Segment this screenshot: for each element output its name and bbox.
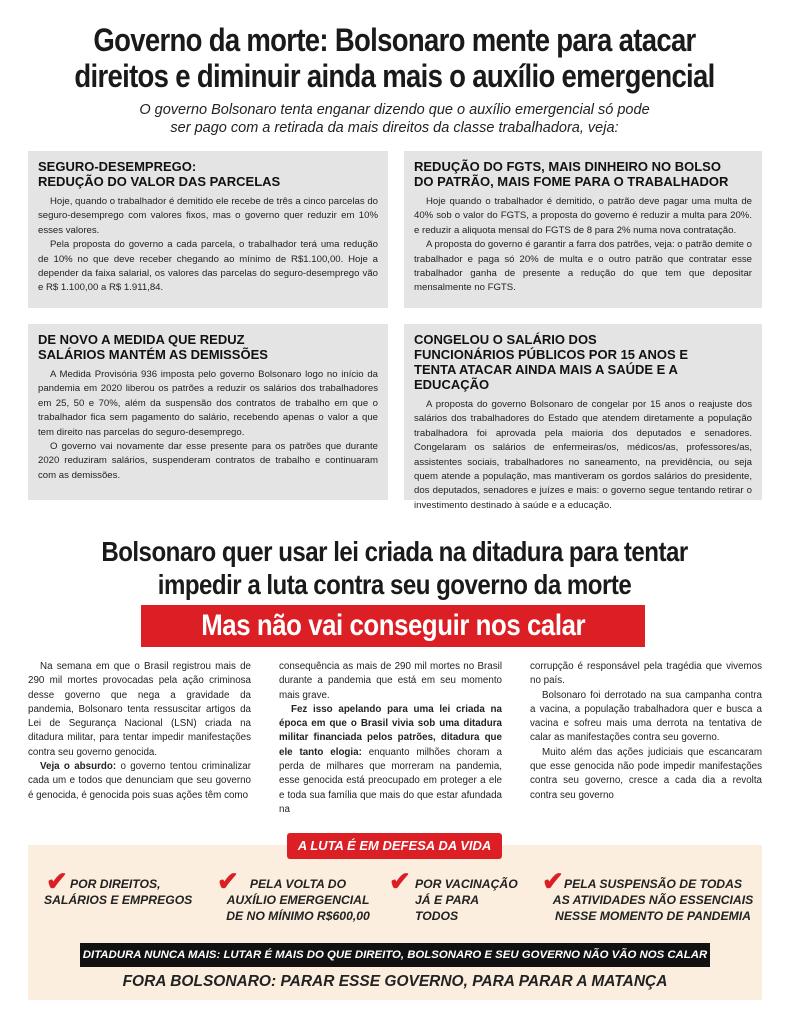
article-paragraph: corrupção é responsável pela tragédia que vivemos no país. — [530, 661, 762, 687]
box-heading: REDUÇÃO DO FGTS, MAIS DINHEIRO NO BOLSO DO PATRÃO, MAIS FOME PARA O TRABALHADOR — [414, 159, 729, 189]
article-paragraph: consequência as mais de 290 mil mortes no Brasil durante a pandemia que está em seu momento mais grave. — [279, 661, 502, 701]
demand-item-vacinacao: ✔ POR VACINAÇÃO JÁ E PARA TODOS — [389, 866, 518, 923]
main-title — [55, 22, 734, 94]
demand-item-direitos: ✔ POR DIREITOS, SALÁRIOS E EMPREGOS — [44, 866, 193, 907]
red-banner-text: Mas não vai conseguir nos calar — [201, 609, 585, 642]
article-column-1 — [28, 660, 251, 803]
black-slogan-bar: DITADURA NUNCA MAIS: LUTAR É MAIS DO QUE DIREITO, BOLSONARO E SEU GOVERNO NÃO VÃO NOS CALAR — [80, 943, 710, 967]
box-paragraph: A Medida Provisória 936 imposta pelo governo Bolsonaro logo no início da pandemia em 2020 liberou os patrões a reduzir os salários dos trabalhadores em 25, 50 e 70%, além da suspensão dos contratos de trabalho em que o trabalhador fica sem pagamento do salário, recebendo apenas o valor a que tem direito nas parcelas do seguro-desemprego. — [38, 369, 378, 438]
box-paragraph: A proposta do governo Bolsonaro de congelar por 15 anos o reajuste dos salários dos trabalhadores do Estado que atendem diretamente a população trabalhadora foi aprovada pela maioria dos deputados e senadores. Congelaram os salários de enfermeiras/os, médicos/as, professores/as, assistentes sociais, trabalhadores no saneamento, na previdência, ou seja quem atende a população, mas mantiveram os gordos salários do presidente, dos deputados, senadores e juízes e mais: o governo segue tentando retirar o investimento destinado à saúde e a educação. — [414, 399, 752, 511]
article-column-3 — [530, 660, 762, 803]
check-mark-icon: ✔ — [389, 866, 411, 896]
panel-label: A LUTA É EM DEFESA DA VIDA — [287, 833, 502, 859]
main-title-line1: Governo da morte: Bolsonaro mente para atacar — [93, 22, 696, 58]
box-paragraph: Pela proposta do governo a cada parcela, o trabalhador terá uma redução de 10% no que deve receber chegando ao mínimo de R$1.100,00. Hoje a depender da faixa salarial, os valores das parcelas do seguro-desemprego vão e R$ 1.100,00 a R$ 1.911,84. — [38, 239, 378, 294]
check-mark-icon: ✔ — [542, 866, 564, 896]
box-fgts — [404, 151, 762, 308]
subtitle-line2: ser pago com a retirada da mais direitos da classe trabalhadora, veja: — [170, 120, 619, 136]
box-paragraph: Hoje, quando o trabalhador é demitido ele recebe de três a cinco parcelas do seguro-desemprego com valores fixos, mas o governo quer reduzir em 10% esses valores. — [38, 196, 378, 236]
box-heading: DE NOVO A MEDIDA QUE REDUZ SALÁRIOS MANTÉM AS DEMISSÕES — [38, 332, 268, 362]
demand-item-suspensao: ✔ PELA SUSPENSÃO DE TODAS AS ATIVIDADES NÃO ESSENCIAIS NESSE MOMENTO DE PANDEMIA — [542, 866, 754, 923]
article-paragraph: Muito além das ações judiciais que escancaram que esse genocida não pode impedir manifestações contra seu governo, cresce a cada dia a revolta contra seu governo — [530, 746, 762, 801]
article-column-2 — [279, 660, 502, 817]
subtitle-line1: O governo Bolsonaro tenta enganar dizendo que o auxílio emergencial só pode — [139, 102, 650, 118]
box-paragraph: A proposta do governo é garantir a farra dos patrões, veja: o patrão demite o trabalhador e paga só 20% de multa e o outro patrão que contratar esse trabalhador ganha de presente a redução do que tem que depositar mensalmente no FGTS. — [414, 239, 752, 294]
box-paragraph: O governo vai novamente dar esse presente para os patrões que durante 2020 reduziram salários, suspenderam contratos de trabalho e continuaram com as demissões. — [38, 441, 378, 481]
check-mark-icon: ✔ — [217, 866, 239, 896]
check-mark-icon: ✔ — [46, 866, 68, 896]
article-paragraph: Na semana em que o Brasil registrou mais de 290 mil mortes provocadas pela ação criminosa desse governo que nega a gravidade da pandemia, Bolsonaro tenta ressuscitar artigos da Lei de Segurança Nacional (LSN) criada na ditadura militar, para tentar impedir manifestações contra seu governo genocida. — [28, 661, 251, 758]
box-funcionarios-publicos — [404, 324, 762, 511]
section-title-line2: impedir a luta contra seu governo da morte — [157, 569, 632, 600]
main-title-line2: direitos e diminuir ainda mais o auxílio emergencial — [74, 58, 715, 94]
box-medida-provisoria — [28, 324, 388, 500]
subtitle — [60, 101, 729, 137]
box-heading: CONGELOU O SALÁRIO DOS FUNCIONÁRIOS PÚBLICOS POR 15 ANOS E TENTA ATACAR AINDA MAIS A SAÚDE E A EDUCAÇÃO — [414, 332, 688, 392]
box-seguro-desemprego — [28, 151, 388, 308]
box-heading: SEGURO-DESEMPREGO: REDUÇÃO DO VALOR DAS PARCELAS — [38, 159, 281, 189]
section-title-line1: Bolsonaro quer usar lei criada na ditadura para tentar — [101, 536, 688, 567]
article-paragraph: Veja o absurdo: o governo tentou criminalizar cada um e todos que denunciam que seu governo é genocida, é genocida pois suas ações têm como — [28, 761, 252, 801]
footer-slogan: FORA BOLSONARO: PARAR ESSE GOVERNO, PARA PARAR A MATANÇA — [122, 973, 668, 990]
red-banner — [141, 605, 645, 647]
article-paragraph: Bolsonaro foi derrotado na sua campanha contra a vacina, a população trabalhadora quer e busca a vacina e sofreu mais uma derrota na tentativa de calar as manifestações contra seu governo. — [530, 689, 762, 744]
box-paragraph: Hoje quando o trabalhador é demitido, o patrão deve pagar uma multa de 40% sob o valor do FGTS, a proposta do governo é reduzir a multa para 20%. e reduzir a aliquota mensal do FGTS de 8 para 2% numa nova contratação. — [414, 196, 752, 236]
demand-item-auxilio: ✔ PELA VOLTA DO AUXÍLIO EMERGENCIAL DE NO MÍNIMO R$600,00 — [217, 866, 370, 923]
section-title — [55, 535, 734, 601]
article-paragraph: Fez isso apelando para uma lei criada na época em que o Brasil vivia sob uma ditadura militar financiada pelos patrões, ditadura que ele tanto elogia: enquanto milhões choram a perda de milhares que morreram na pandemia, esse genocida está preocupado em proteger a ele e toda sua família que mais do que estar afundada na — [279, 703, 502, 815]
